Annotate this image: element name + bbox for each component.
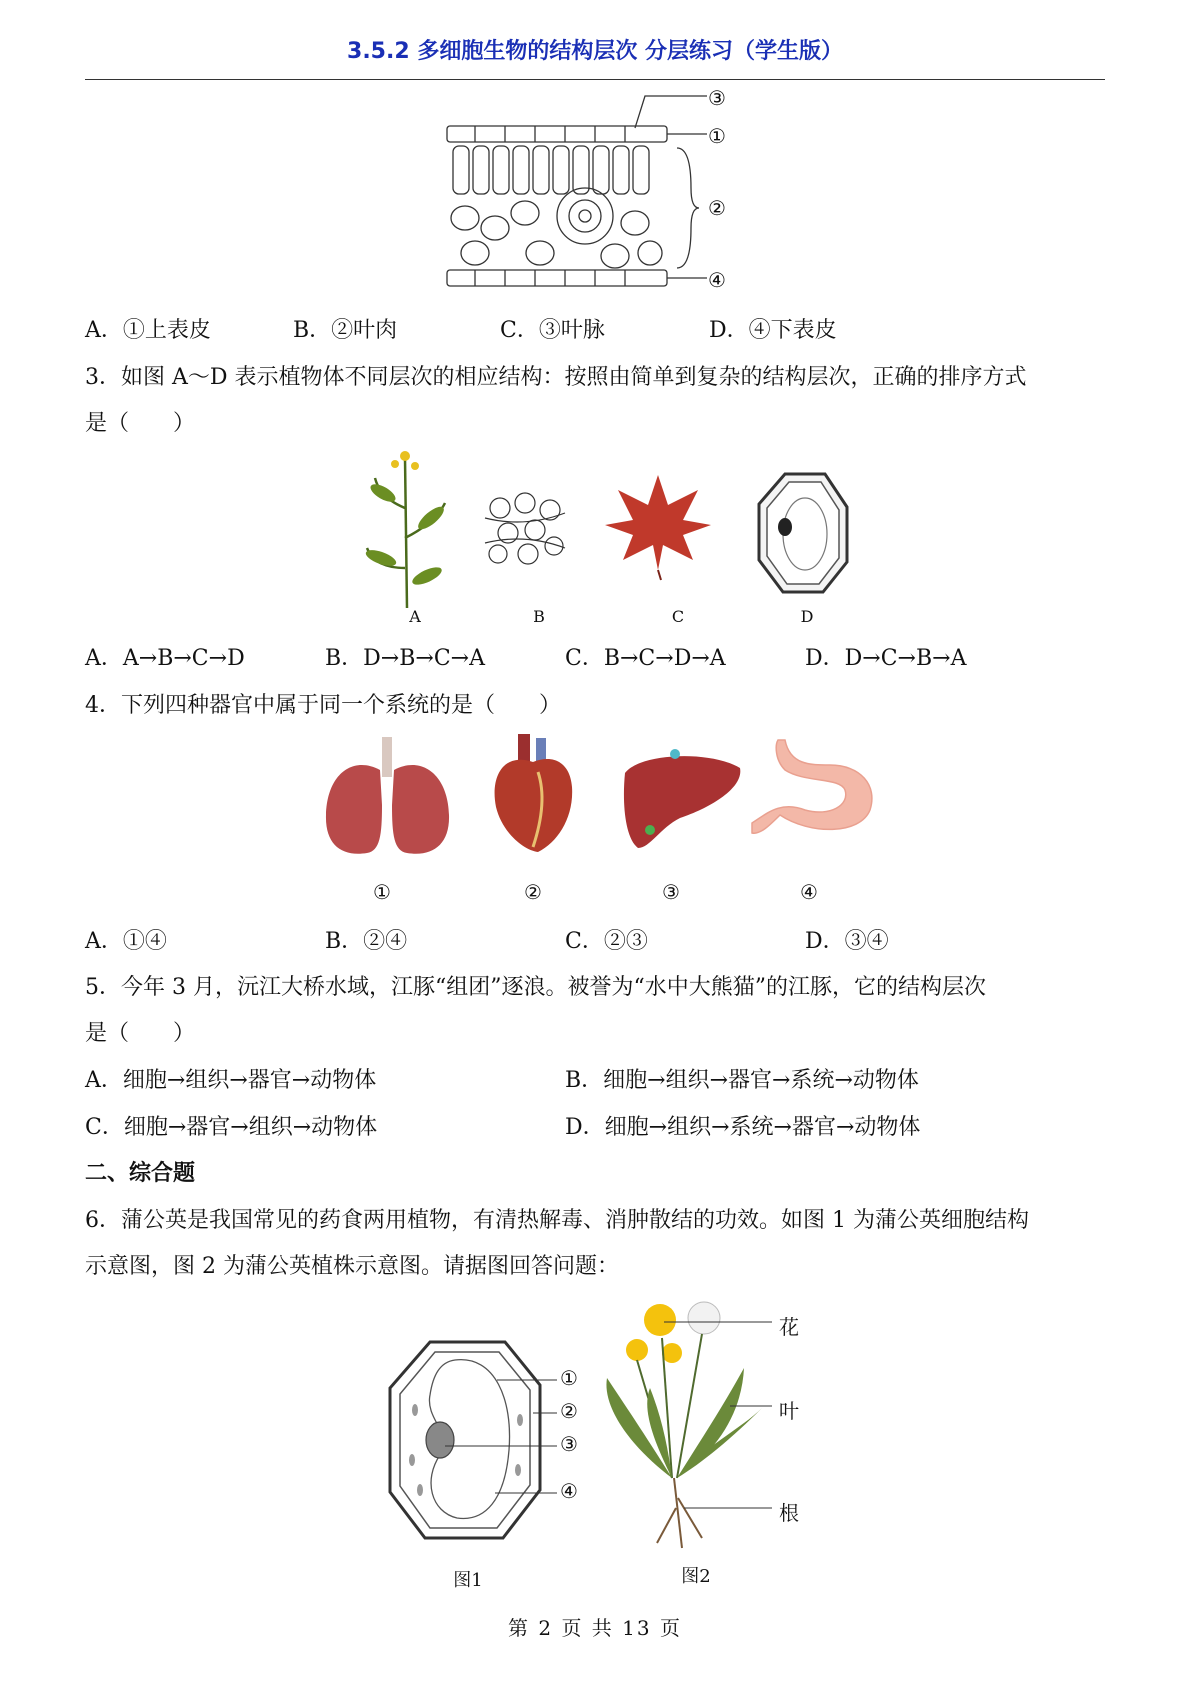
heart-illustration xyxy=(488,732,578,854)
q5-option-d: D．细胞→组织→系统→器官→动物体 xyxy=(565,1115,921,1140)
q2-option-d: D．④下表皮 xyxy=(709,318,837,343)
q2-option-c: C．③叶脉 xyxy=(500,318,605,343)
q5-option-a: A．细胞→组织→器官→动物体 xyxy=(85,1068,377,1093)
header-divider xyxy=(85,79,1105,80)
q5-option-b: B．细胞→组织→器官→系统→动物体 xyxy=(565,1068,919,1093)
liver-illustration xyxy=(620,748,745,853)
page-footer: 第 2 页 共 13 页 xyxy=(508,1616,682,1640)
leaf-label-2: ② xyxy=(708,196,726,220)
q3-option-a: A．A→B→C→D xyxy=(85,646,245,671)
q3-figure-label-c: C xyxy=(671,607,685,626)
q6-stem-line2: 示意图，图 2 为蒲公英植株示意图。请据图回答问题： xyxy=(85,1254,619,1279)
q5-option-c: C．细胞→器官→组织→动物体 xyxy=(85,1115,378,1140)
cell-label-3: ③ xyxy=(560,1432,578,1456)
leaf-label-4: ④ xyxy=(708,268,726,292)
q2-option-b: B．②叶肉 xyxy=(293,318,398,343)
q3-stem-line1: 3．如图 A～D 表示植物体不同层次的相应结构：按照由简单到复杂的结构层次，正确的排序方式 xyxy=(85,365,1027,390)
q4-option-a: A．①④ xyxy=(85,929,167,954)
leaf-cross-section-figure xyxy=(445,88,745,296)
leaf-label-1: ① xyxy=(708,124,726,148)
q3-option-d: D．D→C→B→A xyxy=(805,646,967,671)
plant-illustration xyxy=(365,448,455,608)
q4-figure-label-1: ① xyxy=(373,880,391,904)
q6-stem-line1: 6．蒲公英是我国常见的药食两用植物，有清热解毒、消肿散结的功效。如图 1 为蒲公英细胞结构 xyxy=(85,1208,1029,1233)
q5-stem-line2: 是（ ） xyxy=(85,1021,196,1046)
q4-option-d: D．③④ xyxy=(805,929,889,954)
q4-option-b: B．②④ xyxy=(325,929,408,954)
plant-label-root: 根 xyxy=(779,1501,799,1525)
cell-label-1: ① xyxy=(560,1366,578,1390)
dandelion-plant-figure xyxy=(592,1298,792,1553)
section-2-title: 二、综合题 xyxy=(85,1161,196,1186)
q3-figure-label-d: D xyxy=(800,607,814,626)
figure-1-caption: 图1 xyxy=(453,1570,483,1591)
figure-2-caption: 图2 xyxy=(681,1566,711,1587)
stomach-illustration xyxy=(750,735,880,845)
q4-figure-label-3: ③ xyxy=(662,880,680,904)
q3-option-b: B．D→B→C→A xyxy=(325,646,485,671)
q5-stem-line1: 5．今年 3 月，沅江大桥水域，江豚“组团”逐浪。被誉为“水中大熊猫”的江豚，它的结构层次 xyxy=(85,975,986,1000)
maple-leaf-illustration xyxy=(603,470,713,580)
plant-label-leaf: 叶 xyxy=(779,1399,799,1423)
leaf-label-3: ③ xyxy=(708,86,726,110)
q4-figure-label-4: ④ xyxy=(800,880,818,904)
q4-stem: 4．下列四种器官中属于同一个系统的是（ ） xyxy=(85,693,561,718)
plant-cell-illustration xyxy=(755,472,851,594)
q3-stem-line2: 是（ ） xyxy=(85,411,196,436)
plant-label-flower: 花 xyxy=(779,1315,799,1339)
page-header-title: 3.5.2 多细胞生物的结构层次 分层练习（学生版） xyxy=(347,39,843,64)
dandelion-cell-figure xyxy=(385,1340,585,1540)
q3-option-c: C．B→C→D→A xyxy=(565,646,726,671)
q4-figure-label-2: ② xyxy=(524,880,542,904)
tissue-illustration xyxy=(480,488,570,568)
q3-figure-label-a: A xyxy=(409,607,421,626)
cell-label-2: ② xyxy=(560,1399,578,1423)
q2-option-a: A．①上表皮 xyxy=(85,318,211,343)
q3-figure-label-b: B xyxy=(533,607,545,626)
cell-label-4: ④ xyxy=(560,1479,578,1503)
q4-option-c: C．②③ xyxy=(565,929,648,954)
lungs-illustration xyxy=(322,735,452,860)
